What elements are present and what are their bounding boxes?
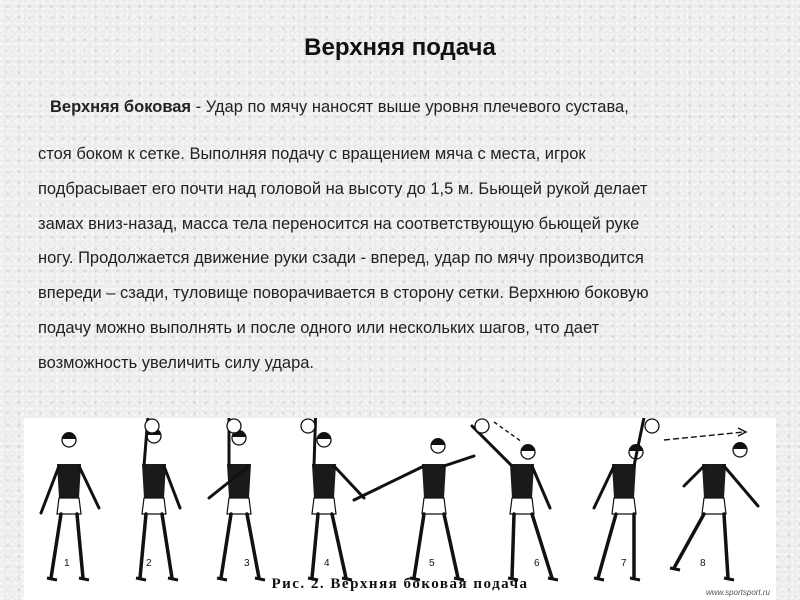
player-arm <box>79 466 99 508</box>
player-shorts <box>312 498 336 514</box>
player-shorts <box>142 498 166 514</box>
player-leg <box>77 514 83 578</box>
player-shorts <box>57 498 81 514</box>
player-arm <box>594 466 614 508</box>
player-torso <box>142 464 166 498</box>
player-leg <box>724 514 728 578</box>
player-arm <box>41 466 59 513</box>
player-hair <box>431 438 445 445</box>
player-torso <box>312 464 336 498</box>
player-leg <box>512 514 514 578</box>
player-hair <box>521 444 535 451</box>
body-line: возможность увеличить силу удара. <box>38 353 315 372</box>
body-line: замах вниз-назад, масса тела переносится на соответствующую бьющей руке <box>38 214 640 233</box>
player-shorts <box>510 498 534 514</box>
ball <box>227 419 241 433</box>
lead-paragraph <box>50 96 790 118</box>
player-leg <box>414 514 424 578</box>
body-line: стоя боком к сетке. Выполняя подачу с вращением мяча с места, игрок <box>38 145 586 163</box>
player-torso <box>510 464 534 498</box>
player-shorts <box>422 498 446 514</box>
player-torso <box>422 464 446 498</box>
player-shorts <box>702 498 726 514</box>
frame-number: 2 <box>146 558 152 569</box>
player-hair <box>733 442 747 449</box>
player-arm <box>354 466 424 500</box>
player-torso <box>702 464 726 498</box>
frame-number: 8 <box>700 558 706 569</box>
player-shoe <box>670 568 680 570</box>
frame-number: 1 <box>64 558 70 569</box>
ball <box>145 419 159 433</box>
player-leg <box>162 514 172 578</box>
player-shorts <box>227 498 251 514</box>
body-line: ногу. Продолжается движение руки сзади - вперед, удар по мячу производится <box>38 249 644 268</box>
player-arm <box>334 466 364 498</box>
ball <box>301 419 315 433</box>
player-torso <box>57 464 81 498</box>
frame-number: 3 <box>244 558 250 569</box>
ball <box>475 419 489 433</box>
player-arm <box>164 466 180 508</box>
body-line: впереди – сзади, туловище поворачивается в сторону сетки. Верхнюю боковую <box>38 284 649 303</box>
frame-number: 7 <box>621 558 627 569</box>
frame-number: 4 <box>324 558 330 569</box>
player-arm <box>684 466 704 486</box>
serve-sequence-illustration <box>24 418 776 600</box>
player-leg <box>51 514 61 578</box>
player-torso <box>612 464 636 498</box>
frame-number: 6 <box>534 558 540 569</box>
player-leg <box>598 514 616 578</box>
ball-trajectory <box>664 432 744 440</box>
frame-number: 5 <box>429 558 435 569</box>
body-line: подачу можно выполнять и после одного или нескольких шагов, что дает <box>38 318 600 337</box>
player-shorts <box>612 498 636 514</box>
body-paragraph <box>38 143 788 387</box>
player-leg <box>444 514 458 578</box>
player-leg <box>332 514 346 578</box>
watermark: www.sportsport.ru <box>705 588 770 597</box>
lead-text: - Удар по мячу наносят выше уровня плечевого сустава, <box>191 98 629 116</box>
player-leg <box>312 514 318 578</box>
player-arm <box>724 466 758 506</box>
player-leg <box>221 514 231 578</box>
player-hair <box>62 432 76 439</box>
player-hair <box>317 432 331 439</box>
serve-sequence-figure <box>24 418 776 600</box>
ball <box>645 419 659 433</box>
lead-term: Верхняя боковая <box>50 98 192 116</box>
body-line: подбрасывает его почти над головой на высоту до 1,5 м. Бьющей рукой делает <box>38 179 648 198</box>
player-arm <box>532 466 550 508</box>
ball-trajectory <box>494 422 522 442</box>
figure-caption: Рис. 2. Верхняя боковая подача <box>271 576 529 592</box>
player-arm <box>444 456 474 466</box>
page-title: Верхняя подача <box>304 34 496 61</box>
